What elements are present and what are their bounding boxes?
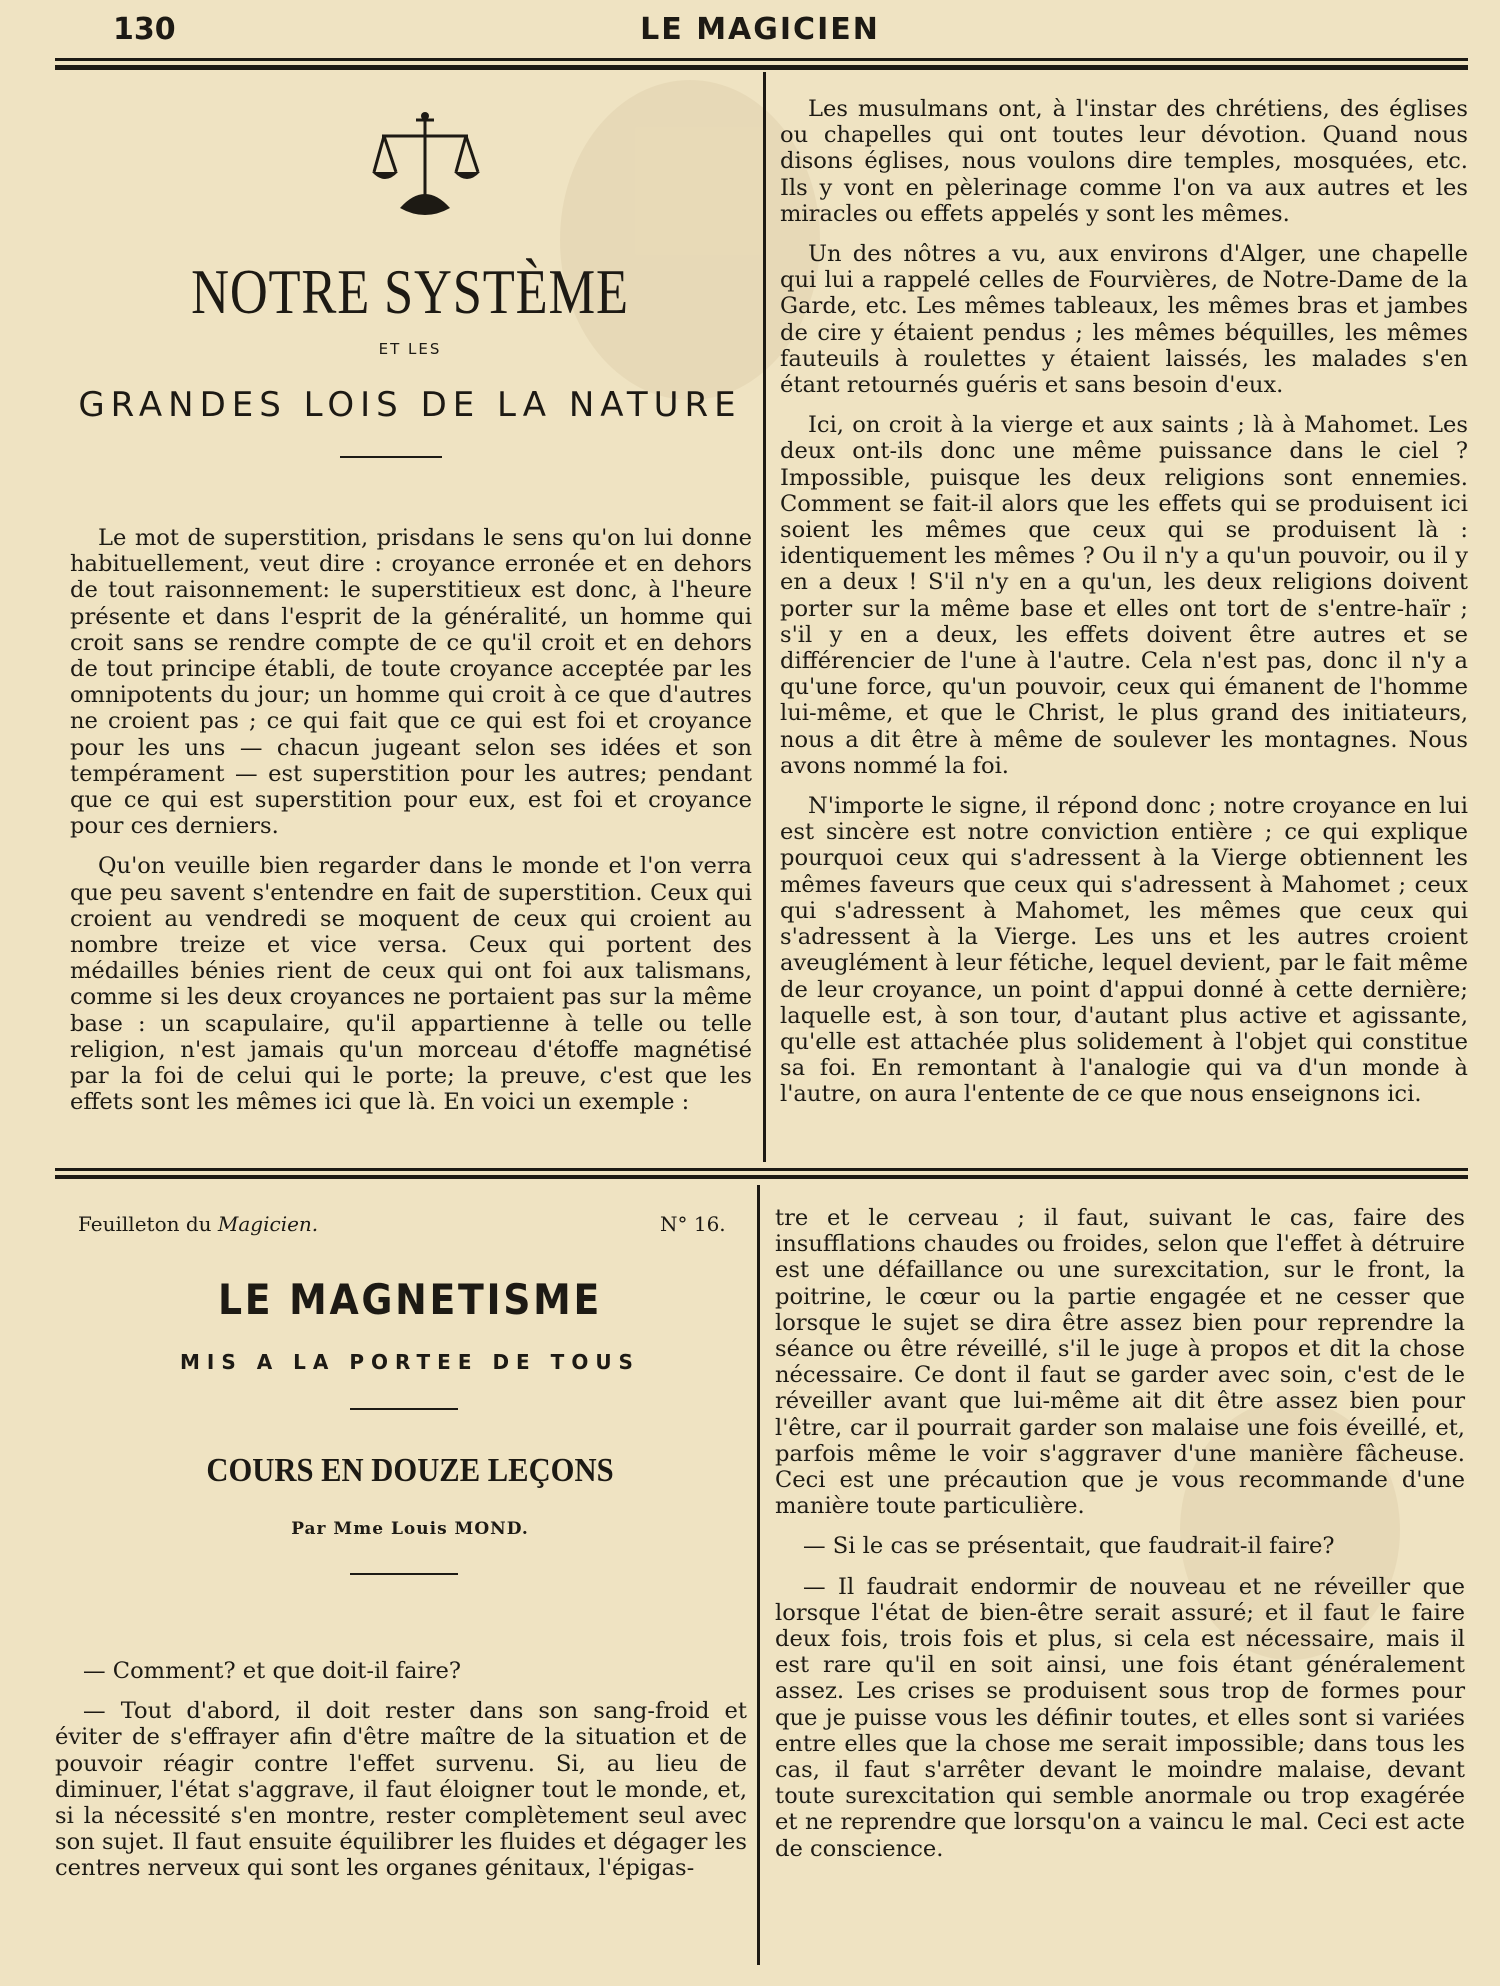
article-paragraph: N'importe le signe, il répond donc ; notre croyance en lui est sincère est notre conviction entière ; ce qui explique pourquoi ceux qui s'adressent à la Vierge obtiennent les mêmes faveurs que ceux qui s'adressent à Mahomet ; ceux qui s'adressent à Mahomet, les mêmes que ceux qui s'adressent à la Vierge. Les uns et les autres croient aveuglément à leur fétiche, lequel devient, par le fait même de leur croyance, un point d'appui donné à cette dernière; laquelle est, à son tour, d'autant plus active et agissante, qu'elle est attachée plus solidement à l'objet qui constitue sa foi. En remontant à l'analogie qui va d'un monde à l'autre, on aura l'entente de ce que nous enseignons ici.: [780, 793, 1468, 1108]
article-right-column: [780, 96, 1468, 1122]
article-paragraph: Le mot de superstition, prisdans le sens qu'on lui donne habituellement, veut dire : croyance erronée et en dehors de tout raisonnement: le superstitieux est donc, à l'heure présente et dans l'esprit de la généralité, un homme qui croit sans se rendre compte de ce qu'il croit et en dehors de tout principe établi, de toute croyance acceptée par les omnipotents du jour; un homme qui croit à ce que d'autres ne croient pas ; ce qui fait que ce qui est foi et croyance pour les uns — chacun jugeant selon ses idées et son tempérament — est superstition pour les autres; pendant que ce qui est superstition pour eux, est foi et croyance pour ces derniers.: [70, 525, 752, 840]
page-number: 130: [113, 12, 176, 47]
article-paragraph: Un des nôtres a vu, aux environs d'Alger, une chapelle qui lui a rappelé celles de Fourvières, de Notre-Dame de la Garde, etc. Les mêmes tableaux, les mêmes bras et jambes de cire y étaient pendus ; les mêmes béquilles, les mêmes fauteuils à roulettes y étaient laissés, les malades s'en étant retournés guéris et sans besoin d'eux.: [780, 241, 1468, 399]
page-header: [55, 12, 1465, 52]
column-divider: [763, 72, 766, 1162]
feuilleton-paragraph: — Tout d'abord, il doit rester dans son sang-froid et éviter de s'effrayer afin d'être maître de la situation et de pouvoir réagir contre l'effet survenu. Si, au lieu de diminuer, l'état s'aggrave, il faut éloigner tout le monde, et, si la nécessité s'en montre, rester complètement seul avec son sujet. Il faut ensuite équilibrer les fluides et dégager les centres nerveux qui sont les organes génitaux, l'épigas-: [55, 1698, 747, 1882]
article-paragraph: Qu'on veuille bien regarder dans le monde et l'on verra que peu savent s'entendre en fait de superstition. Ceux qui croient au vendredi se moquent de ceux qui croient au nombre treize et vice versa. Ceux qui portent des médailles bénies rient de ceux qui ont foi aux talismans, comme si les deux croyances ne portaient pas sur la même base : un scapulaire, qu'il appartienne à telle ou telle religion, n'est jamais qu'un morceau d'étoffe magnétisé par la foi de celui qui le porte; la preuve, c'est que les effets sont les mêmes ici que là. En voici un exemple :: [70, 853, 752, 1116]
title-separator: [350, 1408, 458, 1410]
article-left-column: [70, 525, 752, 1129]
feuilleton-label-source: Magicien.: [217, 1212, 319, 1236]
author-byline: Par Mme Louis MOND.: [291, 1519, 529, 1539]
feuilleton-paragraph: — Si le cas se présentait, que faudrait-il faire?: [803, 1533, 1335, 1560]
feuilleton-subtitle: MIS A LA PORTEE DE TOUS: [180, 1350, 640, 1374]
section-rule: [55, 1168, 1468, 1171]
header-rule: [55, 65, 1468, 70]
feuilleton-label: [78, 1212, 318, 1236]
feuilleton-right-column: [775, 1205, 1465, 1876]
journal-title: LE MAGICIEN: [640, 12, 880, 47]
article-paragraph: Ici, on croit à la vierge et aux saints ; là à Mahomet. Les deux ont-ils donc une même puissance dans le ciel ? Impossible, puisque les deux religions sont ennemies. Comment se fait-il alors que les effets qui se produisent ici soient les mêmes que ceux qui se produisent là : identiquement les mêmes ? Ou il n'y a qu'un pouvoir, ou il y en a deux ! S'il n'y en a qu'un, les deux religions doivent porter sur la même base et elles ont tort de s'entre-haïr ; s'il y en a deux, les effets doivent être autres et se différencier de l'une à l'autre. Cela n'est pas, donc il n'y a qu'une force, qu'un pouvoir, ceux qui émanent de l'homme lui-même, et que le Christ, le plus grand des initiateurs, nous a dit être à même de soulever les montagnes. Nous avons nommé la foi.: [780, 412, 1468, 779]
feuilleton-title: LE MAGNETISME: [217, 1275, 603, 1324]
course-title: COURS EN DOUZE LEÇONS: [206, 1452, 614, 1489]
article-title: NOTRE SYSTÈME: [191, 256, 629, 327]
article-subtitle: GRANDES LOIS DE LA NATURE: [78, 385, 742, 425]
balance-scales-icon: [370, 110, 480, 225]
article-paragraph: Les musulmans ont, à l'instar des chrétiens, des églises ou chapelles qui ont toutes leur dévotion. Quand nous disons églises, nous voulons dire temples, mosquées, etc. Ils y vont en pèlerinage comme l'on va aux autres et les miracles ou effets appelés y sont les mêmes.: [780, 96, 1468, 227]
feuilleton-label-prefix: Feuilleton du: [78, 1212, 212, 1236]
article-title-conjunction: ET LES: [378, 340, 442, 358]
header-rule: [55, 58, 1468, 61]
title-separator: [340, 456, 442, 458]
feuilleton-paragraph: tre et le cerveau ; il faut, suivant le cas, faire des insufflations chaudes ou froides, selon que l'effet à détruire est une défaillance ou une surexcitation, sur le front, la poitrine, le cœur ou la partie engagée et ne cesser que lorsque le sujet se dira être assez bien pour reprendre la séance ou être réveillé, s'il le juge à propos et dit la chose nécessaire. Ce dont il faut se garder avec soin, c'est de le réveiller avant que lui-même ait dit être assez bien pour l'être, car il pourrait garder son malaise une fois éveillé, et, parfois même le voir s'aggraver d'une manière fâcheuse. Ceci est une précaution que je vous recommande d'une manière toute particulière.: [775, 1205, 1465, 1520]
feuilleton-paragraph: — Comment? et que doit-il faire?: [83, 1658, 461, 1684]
column-divider: [757, 1185, 760, 1965]
title-separator: [350, 1573, 458, 1575]
feuilleton-paragraph: — Il faudrait endormir de nouveau et ne réveiller que lorsque l'état de bien-être serait assuré; et il faut le faire deux fois, trois fois et plus, si cela est nécessaire, mais il est rare qu'il en soit ainsi, une fois étant généralement assez. Les crises se produisent sous trop de formes pour que je puisse vous les définir toutes, et elles sont si variées entre elles que la chose me serait impossible; dans tous les cas, il faut s'arrêter devant le moindre malaise, devant toute surexcitation qui semble anormale ou trop exagérée et ne reprendre que lorsqu'on a vaincu le mal. Ceci est acte de conscience.: [775, 1573, 1465, 1862]
feuilleton-number: N° 16.: [660, 1212, 726, 1236]
feuilleton-left-column: [55, 1658, 747, 1896]
section-rule: [55, 1175, 1468, 1179]
